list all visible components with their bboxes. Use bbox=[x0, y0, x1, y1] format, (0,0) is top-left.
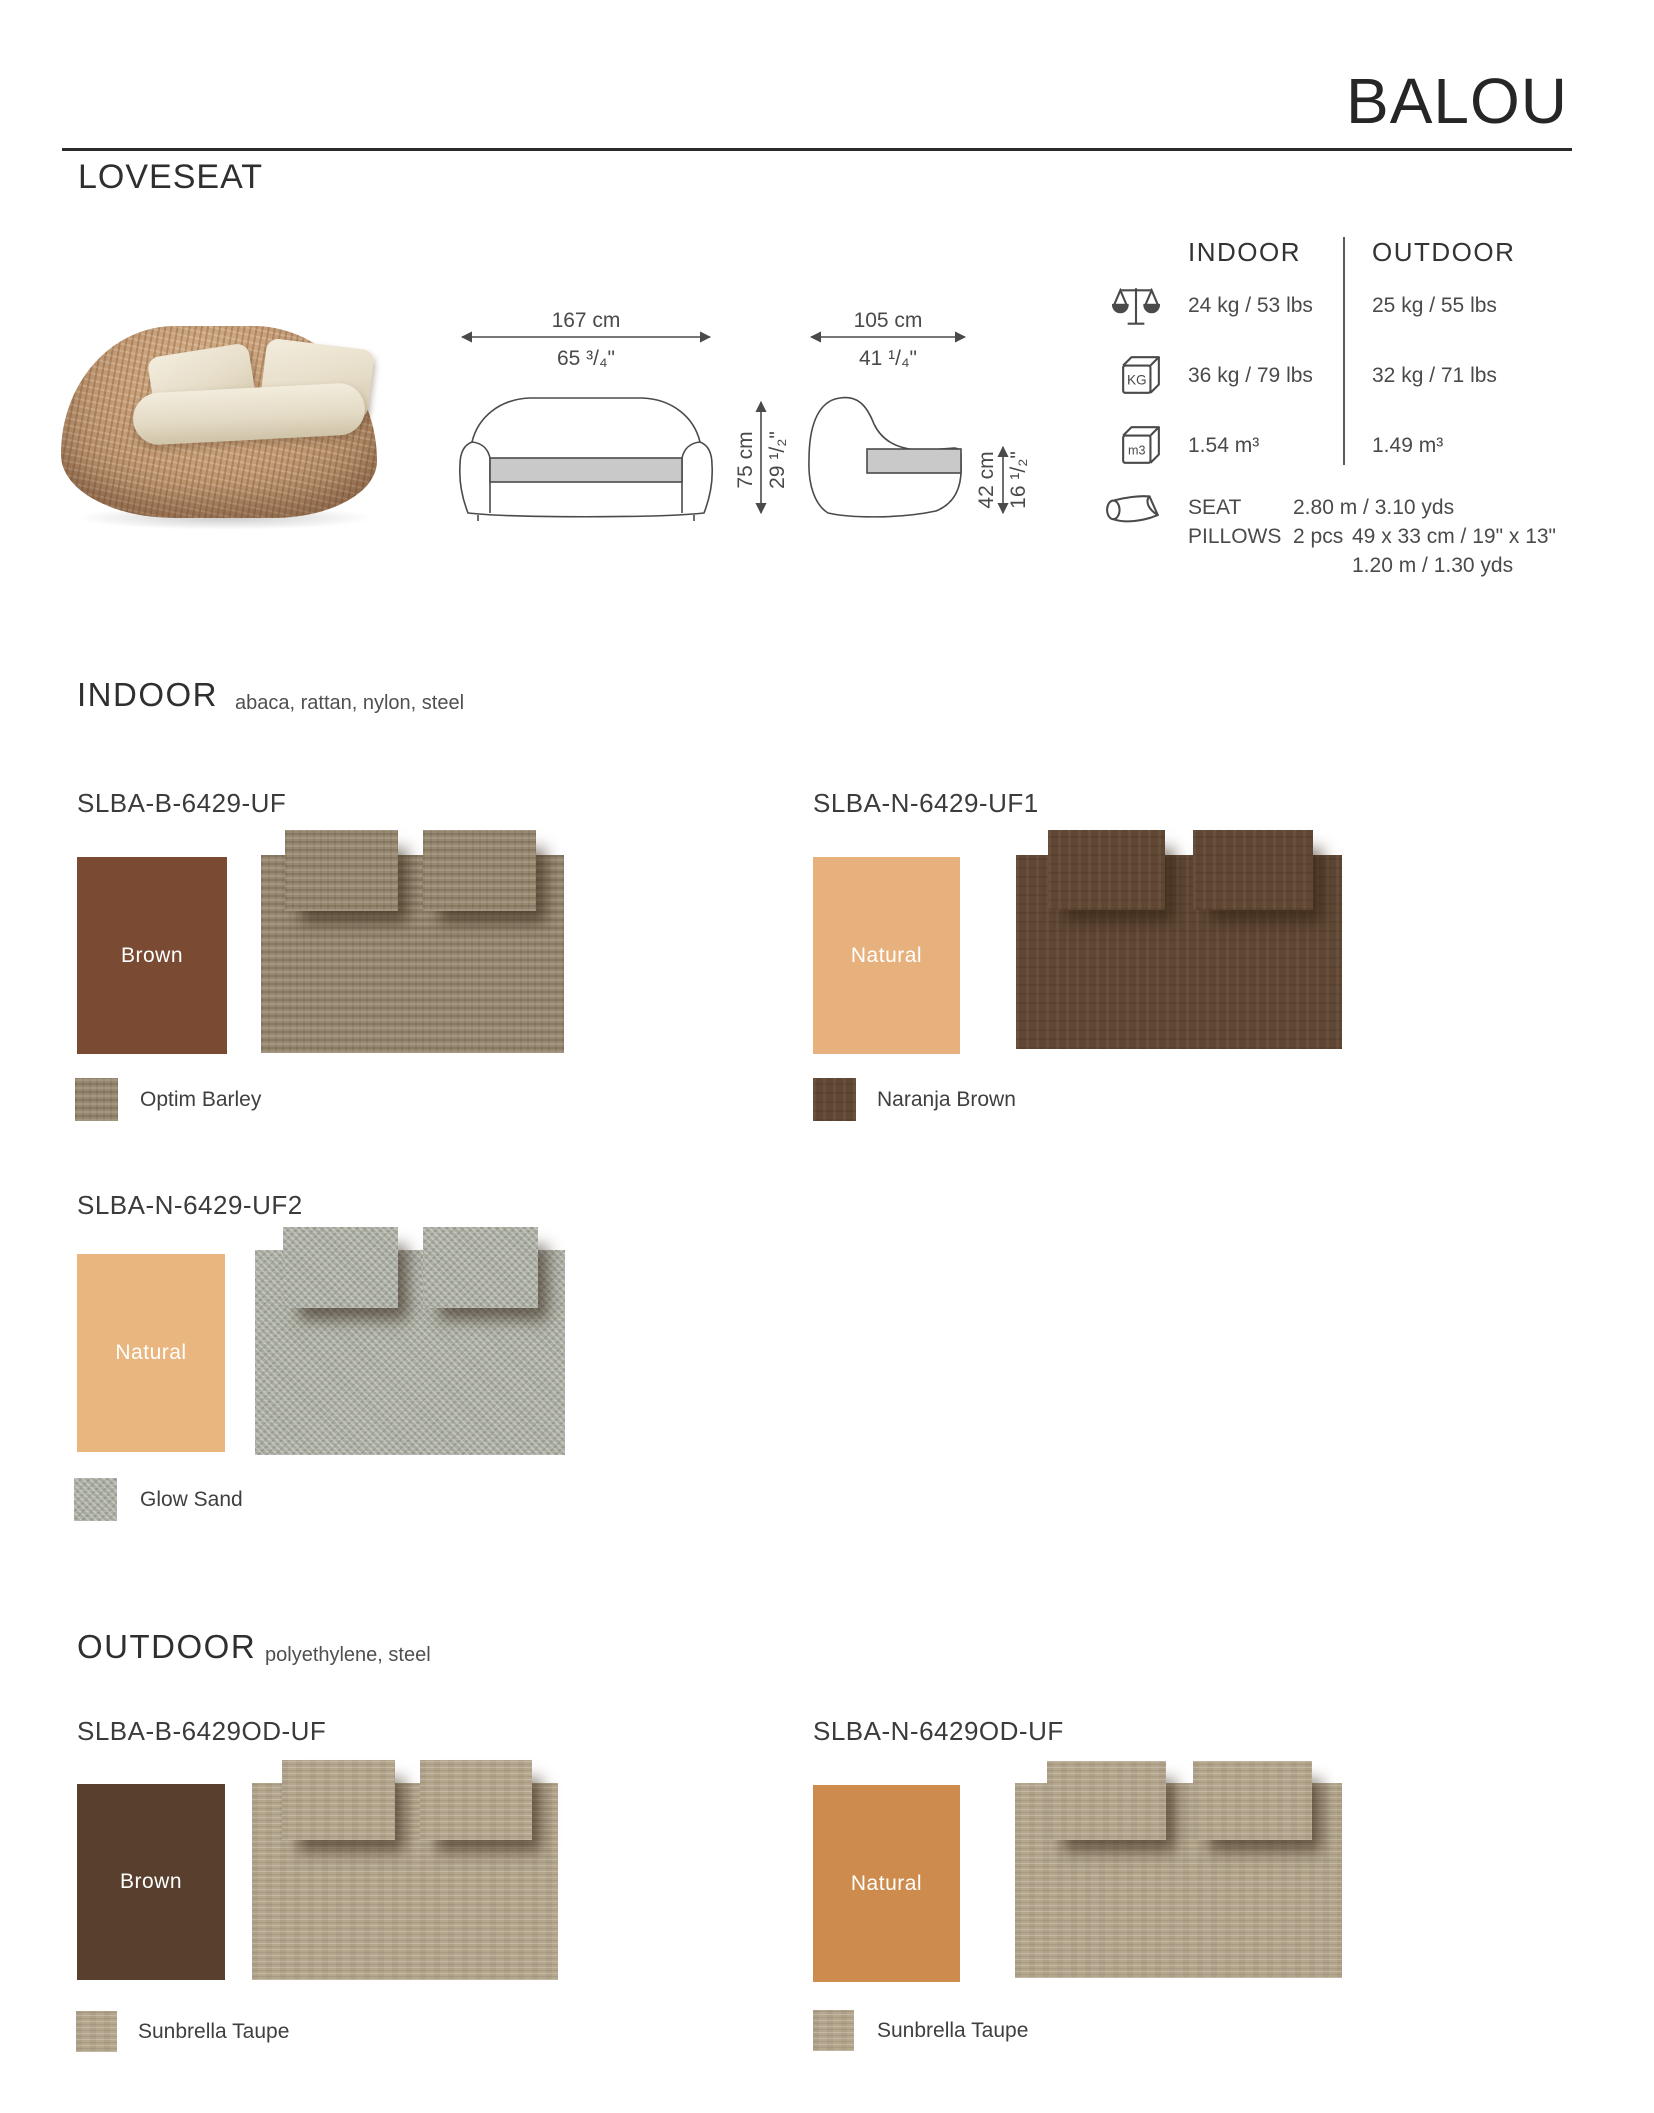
variant-code-indoor-3: SLBA-N-6429-UF2 bbox=[77, 1190, 303, 1220]
outdoor-materials: polyethylene, steel bbox=[265, 1644, 431, 1666]
fabric-roll-icon bbox=[1104, 492, 1164, 534]
frame-swatch-label: Brown bbox=[120, 943, 184, 967]
width-in-label: 65 ³/₄" bbox=[556, 347, 616, 370]
mini-fabric-swatch bbox=[76, 2011, 117, 2052]
fabric-sample-indoor-1 bbox=[261, 855, 564, 1053]
volume-outdoor: 1.49 m³ bbox=[1372, 434, 1444, 457]
indoor-materials: abaca, rattan, nylon, steel bbox=[235, 692, 465, 714]
fabric-name-label: Sunbrella Taupe bbox=[138, 2019, 290, 2043]
fabric-pillow bbox=[282, 1760, 395, 1840]
spec-col-outdoor: OUTDOOR bbox=[1372, 237, 1516, 267]
fabric-pillow bbox=[423, 1227, 538, 1308]
fabric-sample-indoor-2 bbox=[1016, 855, 1342, 1049]
fabric-sample-indoor-3 bbox=[255, 1250, 565, 1455]
frame-swatch-outdoor-2 bbox=[813, 1785, 960, 1982]
volume-indoor: 1.54 m³ bbox=[1188, 434, 1260, 457]
page-title: LOVESEAT bbox=[78, 158, 263, 196]
frame-swatch-outdoor-1 bbox=[77, 1784, 225, 1980]
svg-text:KG: KG bbox=[1126, 372, 1147, 388]
height-in-label: 29 ¹/₂" bbox=[766, 431, 789, 489]
variant-code-outdoor-1: SLBA-B-6429OD-UF bbox=[77, 1716, 327, 1746]
header-rule bbox=[62, 148, 1572, 151]
fabric-pillow bbox=[1047, 1761, 1166, 1840]
side-view-outline bbox=[809, 398, 961, 517]
seat-fabric-label: SEAT bbox=[1188, 496, 1242, 519]
mini-fabric-swatch bbox=[813, 2010, 854, 2051]
fabric-name-label: Sunbrella Taupe bbox=[877, 2018, 1029, 2042]
depth-in-label: 41 ¹/₄" bbox=[858, 347, 918, 370]
seat-fabric-value: 2.80 m / 3.10 yds bbox=[1293, 496, 1455, 519]
height-cm-label: 75 cm bbox=[734, 431, 757, 489]
outdoor-section-title: OUTDOOR bbox=[77, 1628, 257, 1665]
frame-swatch-indoor-1 bbox=[77, 857, 227, 1054]
fabric-pillow bbox=[420, 1760, 532, 1840]
kg-box-icon bbox=[1120, 354, 1162, 396]
fabric-name-label: Glow Sand bbox=[140, 1487, 243, 1511]
m3-box-icon bbox=[1120, 424, 1162, 466]
fabric-pillow bbox=[283, 1227, 398, 1308]
fabric-name-label: Optim Barley bbox=[140, 1087, 262, 1111]
variant-code-outdoor-2: SLBA-N-6429OD-UF bbox=[813, 1716, 1064, 1746]
fabric-sample-outdoor-2 bbox=[1015, 1783, 1342, 1978]
spec-col-indoor: INDOOR bbox=[1188, 237, 1301, 267]
weight-outdoor: 25 kg / 55 lbs bbox=[1372, 294, 1497, 317]
dimension-diagram bbox=[430, 295, 1050, 530]
frame-swatch-indoor-3 bbox=[77, 1254, 225, 1452]
fabric-pillow bbox=[423, 830, 536, 911]
fabric-pillow bbox=[1048, 830, 1165, 910]
pillows-fabric-label: PILLOWS bbox=[1188, 525, 1282, 548]
mini-fabric-swatch bbox=[75, 1078, 118, 1121]
spec-column-divider bbox=[1343, 237, 1345, 465]
mini-fabric-swatch bbox=[74, 1478, 117, 1521]
pillows-fabric-qty: 1.20 m / 1.30 yds bbox=[1352, 554, 1514, 577]
indoor-section-title: INDOOR bbox=[77, 676, 218, 713]
svg-text:m3: m3 bbox=[1128, 443, 1146, 458]
weight-indoor: 24 kg / 53 lbs bbox=[1188, 294, 1313, 317]
depth-cm-label: 105 cm bbox=[853, 309, 923, 332]
product-photo bbox=[55, 238, 385, 530]
frame-swatch-label: Natural bbox=[850, 1871, 923, 1895]
mini-fabric-swatch bbox=[813, 1078, 856, 1121]
packed-weight-outdoor: 32 kg / 71 lbs bbox=[1372, 364, 1497, 387]
frame-swatch-label: Natural bbox=[115, 1341, 187, 1364]
variant-code-indoor-1: SLBA-B-6429-UF bbox=[77, 788, 287, 818]
fabric-name-label: Naranja Brown bbox=[877, 1087, 1016, 1111]
frame-swatch-indoor-2 bbox=[813, 857, 960, 1054]
packed-weight-indoor: 36 kg / 79 lbs bbox=[1188, 364, 1313, 387]
fabric-pillow bbox=[1193, 1761, 1312, 1840]
fabric-pillow bbox=[285, 830, 398, 911]
front-view-outline bbox=[460, 398, 712, 521]
scale-icon bbox=[1112, 284, 1160, 330]
width-cm-label: 167 cm bbox=[551, 309, 621, 332]
frame-swatch-label: Natural bbox=[850, 943, 923, 967]
seat-height-cm-label: 42 cm bbox=[975, 451, 998, 509]
pillows-size: 49 x 33 cm / 19" x 13" bbox=[1352, 525, 1557, 548]
brand-title: BALOU bbox=[1346, 65, 1568, 137]
fabric-sample-outdoor-1 bbox=[252, 1783, 558, 1980]
fabric-pillow bbox=[1193, 830, 1313, 910]
variant-code-indoor-2: SLBA-N-6429-UF1 bbox=[813, 788, 1039, 818]
pillows-qty: 2 pcs bbox=[1293, 525, 1344, 548]
seat-height-in-label: 16 ¹/₂" bbox=[1007, 451, 1030, 509]
frame-swatch-label: Brown bbox=[119, 1870, 183, 1893]
